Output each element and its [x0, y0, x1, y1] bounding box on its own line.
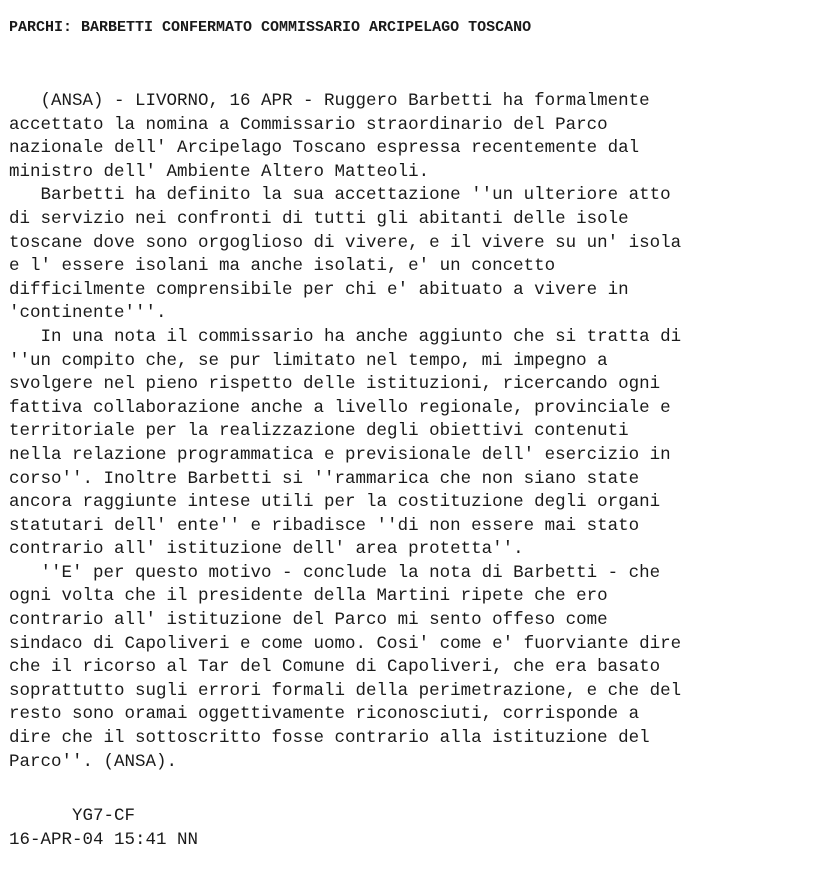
article-line: 'continente'''.	[9, 303, 167, 324]
article-line: contrario all' istituzione del Parco mi sento offeso come	[9, 610, 608, 631]
article-line: contrario all' istituzione dell' area protetta''.	[9, 539, 524, 560]
article-line: difficilmente comprensibile per chi e' abituato a vivere in	[9, 279, 629, 300]
article-line: che il ricorso al Tar del Comune di Capoliveri, che era basato	[9, 657, 661, 678]
article-line: corso''. Inoltre Barbetti si ''rammarica che non siano state	[9, 468, 640, 489]
article-line: In una nota il commissario ha anche aggiunto che si tratta di	[9, 326, 682, 347]
article-line: territoriale per la realizzazione degli obiettivi contenuti	[9, 421, 629, 442]
article-line: di servizio nei confronti di tutti gli abitanti delle isole	[9, 208, 629, 229]
article-line: accettato la nomina a Commissario straordinario del Parco	[9, 114, 608, 135]
article-line: ministro dell' Ambiente Altero Matteoli.	[9, 161, 430, 182]
article-line: soprattutto sugli errori formali della perimetrazione, e che del	[9, 680, 682, 701]
article-line: e l' essere isolani ma anche isolati, e' un concetto	[9, 256, 556, 277]
article-line: toscane dove sono orgoglioso di vivere, e il vivere su un' isola	[9, 232, 682, 253]
article-line: ancora raggiunte intese utili per la costituzione degli organi	[9, 492, 661, 513]
article-line: ogni volta che il presidente della Martini ripete che ero	[9, 586, 608, 607]
document-page	[9, 18, 829, 853]
headline: PARCHI: BARBETTI CONFERMATO COMMISSARIO ARCIPELAGO TOSCANO	[9, 19, 532, 36]
article-line: Parco''. (ANSA).	[9, 751, 178, 772]
article-line: Barbetti ha definito la sua accettazione ''un ulteriore atto	[9, 185, 671, 206]
article-line: fattiva collaborazione anche a livello regionale, provinciale e	[9, 397, 671, 418]
article-line: resto sono oramai oggettivamente riconosciuti, corrisponde a	[9, 704, 640, 725]
article-line: svolgere nel pieno rispetto delle istituzioni, ricercando ogni	[9, 374, 661, 395]
article-line: ''E' per questo motivo - conclude la nota di Barbetti - che	[9, 562, 661, 583]
article-line: statutari dell' ente'' e ribadisce ''di non essere mai stato	[9, 515, 640, 536]
signature-datetime: 16-APR-04 15:41 NN	[9, 830, 199, 851]
article-line: ''un compito che, se pur limitato nel tempo, mi impegno a	[9, 350, 608, 371]
article-line: dire che il sottoscritto fosse contrario alla istituzione del	[9, 728, 650, 749]
article-line: sindaco di Capoliveri e come uomo. Cosi' come e' fuorviante dire	[9, 633, 682, 654]
signature-code: YG7-CF	[72, 806, 136, 827]
article-line: nella relazione programmatica e previsionale dell' esercizio in	[9, 444, 671, 465]
signature-block	[9, 805, 829, 853]
article-line: (ANSA) - LIVORNO, 16 APR - Ruggero Barbetti ha formalmente	[9, 91, 650, 111]
article-line: nazionale dell' Arcipelago Toscano espressa recentemente dal	[9, 138, 640, 159]
article-body	[9, 90, 829, 774]
